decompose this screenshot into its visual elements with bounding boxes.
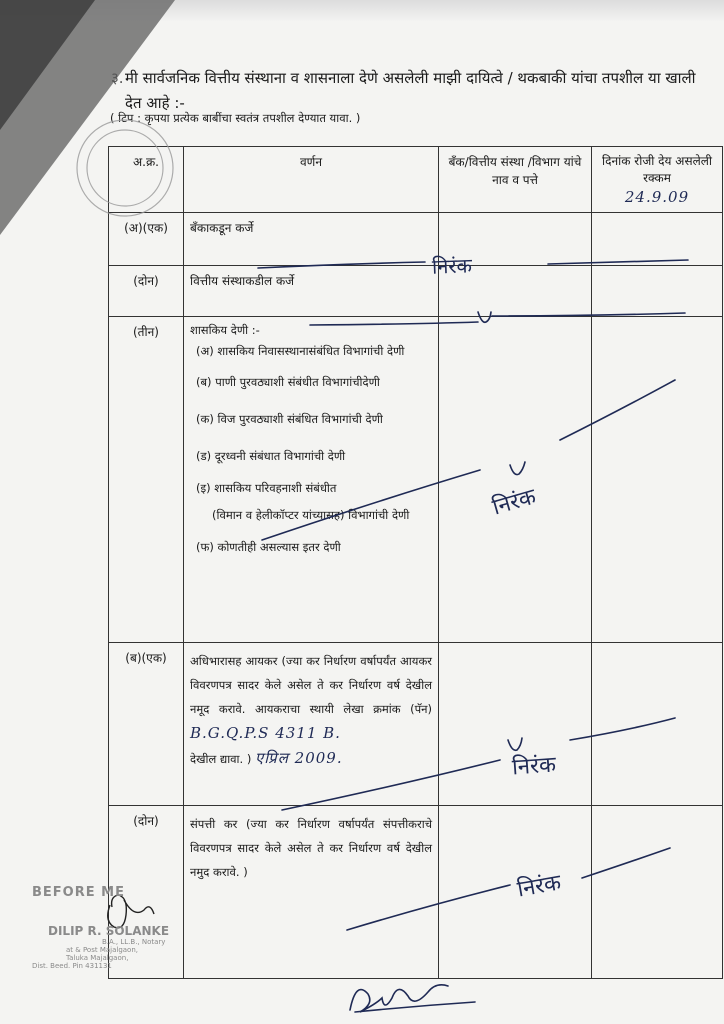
govt-dues-title: शासकिय देणी :- [190, 323, 260, 337]
table-header-row [109, 147, 723, 213]
income-tax-description: अधिभारासह आयकर (ज्या कर निर्धारण वर्षापर्यंत आयकर विवरणपत्र सादर केले असेल ते कर निर्धारण वर्ष देखील नमूद करावे. आयकराचा स्थायी लेखा क्रमांक (पॅन) [190, 654, 432, 716]
section-heading [111, 66, 705, 116]
liabilities-table [108, 146, 723, 979]
row-serial: (ब)(एक) [109, 643, 184, 806]
stamp-line: Dist. Beed. Pin 431131 [32, 962, 112, 970]
table-row [109, 213, 723, 266]
row-serial: (दोन) [109, 806, 184, 979]
section-marker: ३. [111, 69, 124, 87]
govt-dues-item: (इ) शासकिय परिवहनाशी संबंधीत [196, 481, 337, 495]
row-bank [439, 317, 592, 643]
row-serial: (दोन) [109, 266, 184, 317]
entry-row-3: निरंक [489, 484, 539, 521]
income-tax-text [190, 649, 432, 771]
signature-mark [350, 985, 448, 1012]
row-amount [592, 266, 723, 317]
pan-number: B.G.Q.P.S 4311 B. [190, 724, 341, 742]
entry-row-5: निरंक [515, 870, 563, 903]
income-tax-tail: देखील द्यावा. ) [190, 752, 252, 766]
signature-mark [355, 1002, 475, 1012]
govt-dues-item-continued: (विमान व हेलीकॉप्टर यांच्यासह) विभागांची देणी [212, 508, 410, 522]
stamp-line: BEFORE ME [32, 885, 125, 900]
row-description: वित्तीय संस्थाकडील कर्जे [184, 266, 439, 317]
govt-dues-item: (फ) कोणतीही असल्यास इतर देणी [196, 540, 341, 554]
section-note: ( टिप : कृपया प्रत्येक बाबींचा स्वतंत्र तपशील देण्यात यावा. ) [110, 111, 361, 125]
row-description [184, 643, 439, 806]
entry-row-4: निरंक [511, 752, 557, 781]
row-amount [592, 317, 723, 643]
row-amount [592, 643, 723, 806]
govt-dues-item: (अ) शासकिय निवासस्थानासंबंधित विभागांची देणी [196, 344, 405, 358]
table-row [109, 643, 723, 806]
table-row [109, 317, 723, 643]
header-amount-date: 24.9.09 [624, 188, 690, 206]
stamp-line: Taluka Majalgaon, [66, 954, 129, 962]
header-serial: अ.क्र. [109, 147, 184, 213]
assessment-year: एप्रिल 2009. [255, 749, 343, 767]
row-description [184, 317, 439, 643]
govt-dues-item: (ब) पाणी पुरवठ्याशी संबंधीत विभागांचीदेणी [196, 375, 380, 389]
wealth-tax-text: संपत्ती कर (ज्या कर निर्धारण वर्षापर्यंत संपत्तीकराचे विवरणपत्र सादर केले असेल ते कर निर्धारण वर्ष देखील नमुद करावे. ) [190, 817, 432, 879]
row-amount [592, 213, 723, 266]
stamp-line: B.A., LL.B., Notary [102, 938, 166, 946]
scan-shadow-dark [0, 0, 95, 130]
row-description: बँकाकडून कर्जे [184, 213, 439, 266]
entry-row-1: निरंक [431, 253, 473, 279]
section-heading-text: मी सार्वजनिक वित्तीय संस्थाना व शासनाला देणे असलेली माझी दायित्वे / थकबाकी यांचा तपशील या खाली देत आहे :- [125, 69, 696, 112]
table-row [109, 266, 723, 317]
row-description [184, 806, 439, 979]
notary-stamp [32, 885, 212, 970]
header-amount-label: दिनांक रोजी देय असलेली रक्कम [602, 154, 712, 185]
govt-dues-item: (ड) दूरध्वनी संबंधात विभागांची देणी [196, 449, 346, 463]
stamp-line: DILIP R. SOLANKE [48, 924, 170, 938]
header-bank: बँक/वित्तीय संस्था /विभाग यांचे नाव व पत्ते [439, 147, 592, 213]
row-serial: (अ)(एक) [109, 213, 184, 266]
govt-dues-item: (क) विज पुरवठ्याशी संबंधित विभागांची देणी [196, 412, 383, 426]
row-bank [439, 806, 592, 979]
header-amount [592, 147, 723, 213]
header-description: वर्णन [184, 147, 439, 213]
row-amount [592, 806, 723, 979]
stamp-line: at & Post Majalgaon, [66, 946, 138, 954]
row-serial: (तीन) [109, 317, 184, 643]
